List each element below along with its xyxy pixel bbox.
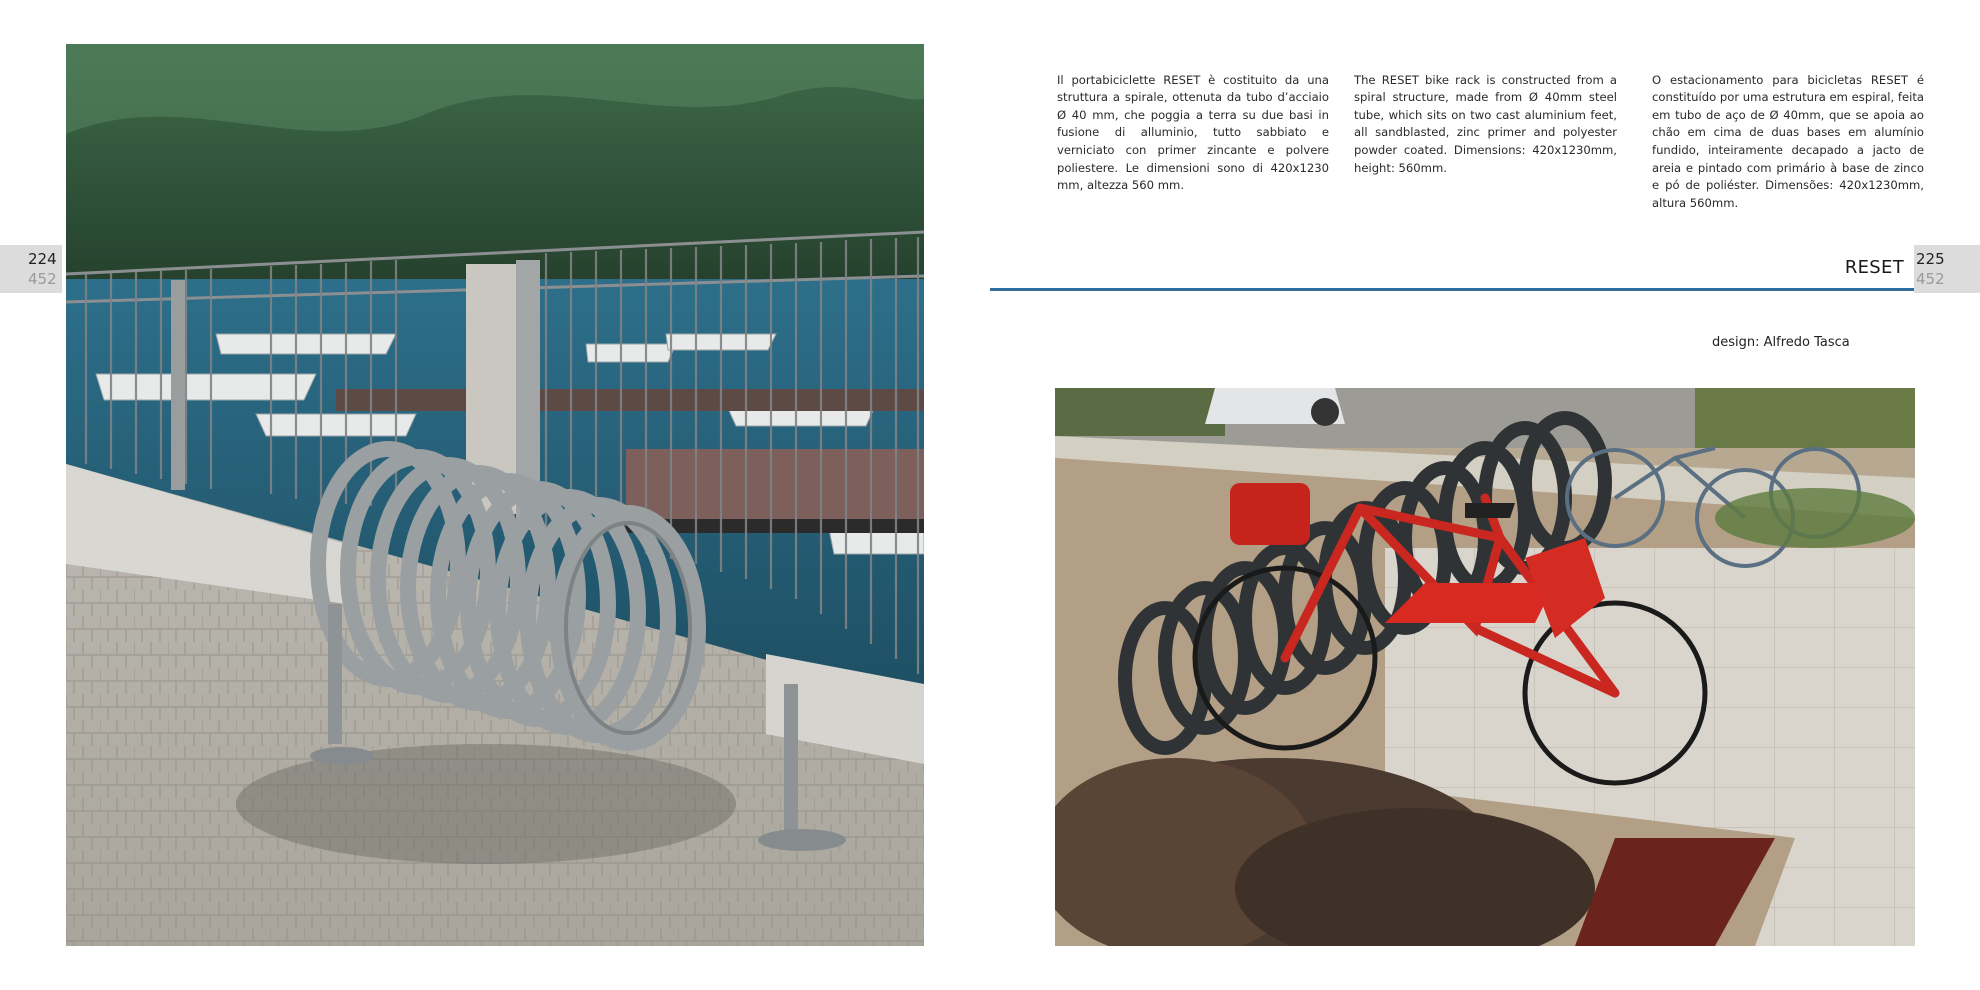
page-number-tab-right <box>1914 245 1980 293</box>
page-number: 225 <box>1916 250 1945 268</box>
product-title: RESET <box>1844 257 1904 278</box>
title-divider <box>990 288 1914 291</box>
product-photo-lakeside <box>66 44 924 946</box>
designer-credit: design: Alfredo Tasca <box>1712 335 1850 350</box>
lakeside-bike-rack-image <box>66 44 924 946</box>
bicycles-on-rack-image <box>1055 388 1915 946</box>
page-number-tab-left <box>0 245 62 293</box>
page-total: 452 <box>1916 270 1945 288</box>
description-italian: Il portabiciclette RESET è costituito da una struttura a spirale, ottenuta da tubo d’acciaio Ø 40 mm, che poggia a terra su due basi in fusione di alluminio, tutto sabbiato e verniciato con primer zincante e polvere poliestere. Le dimensioni sono di 420x1230 mm, altezza 560 mm. <box>1057 72 1329 193</box>
product-photo-bicycles <box>1055 388 1915 946</box>
description-english: The RESET bike rack is constructed from a spiral structure, made from Ø 40mm steel tube, which sits on two cast aluminium feet, all sandblasted, zinc primer and polyester powder coated. Dimensions: 420x1230mm, height: 560mm. <box>1354 72 1617 175</box>
description-portuguese: O estacionamento para bicicletas RESET é constituído por uma estrutura em espiral, feita em tubo de aço de Ø 40mm, que se apoia ao chão em cima de duas bases em alumínio fundido, inteiramente decapado a jacto de areia e pintado com primário à base de zinco e pó de poliéster. Dimensões: 420x1230mm, altura 560mm. <box>1652 72 1924 210</box>
page-number: 224 <box>28 250 57 268</box>
page-total: 452 <box>28 270 57 288</box>
